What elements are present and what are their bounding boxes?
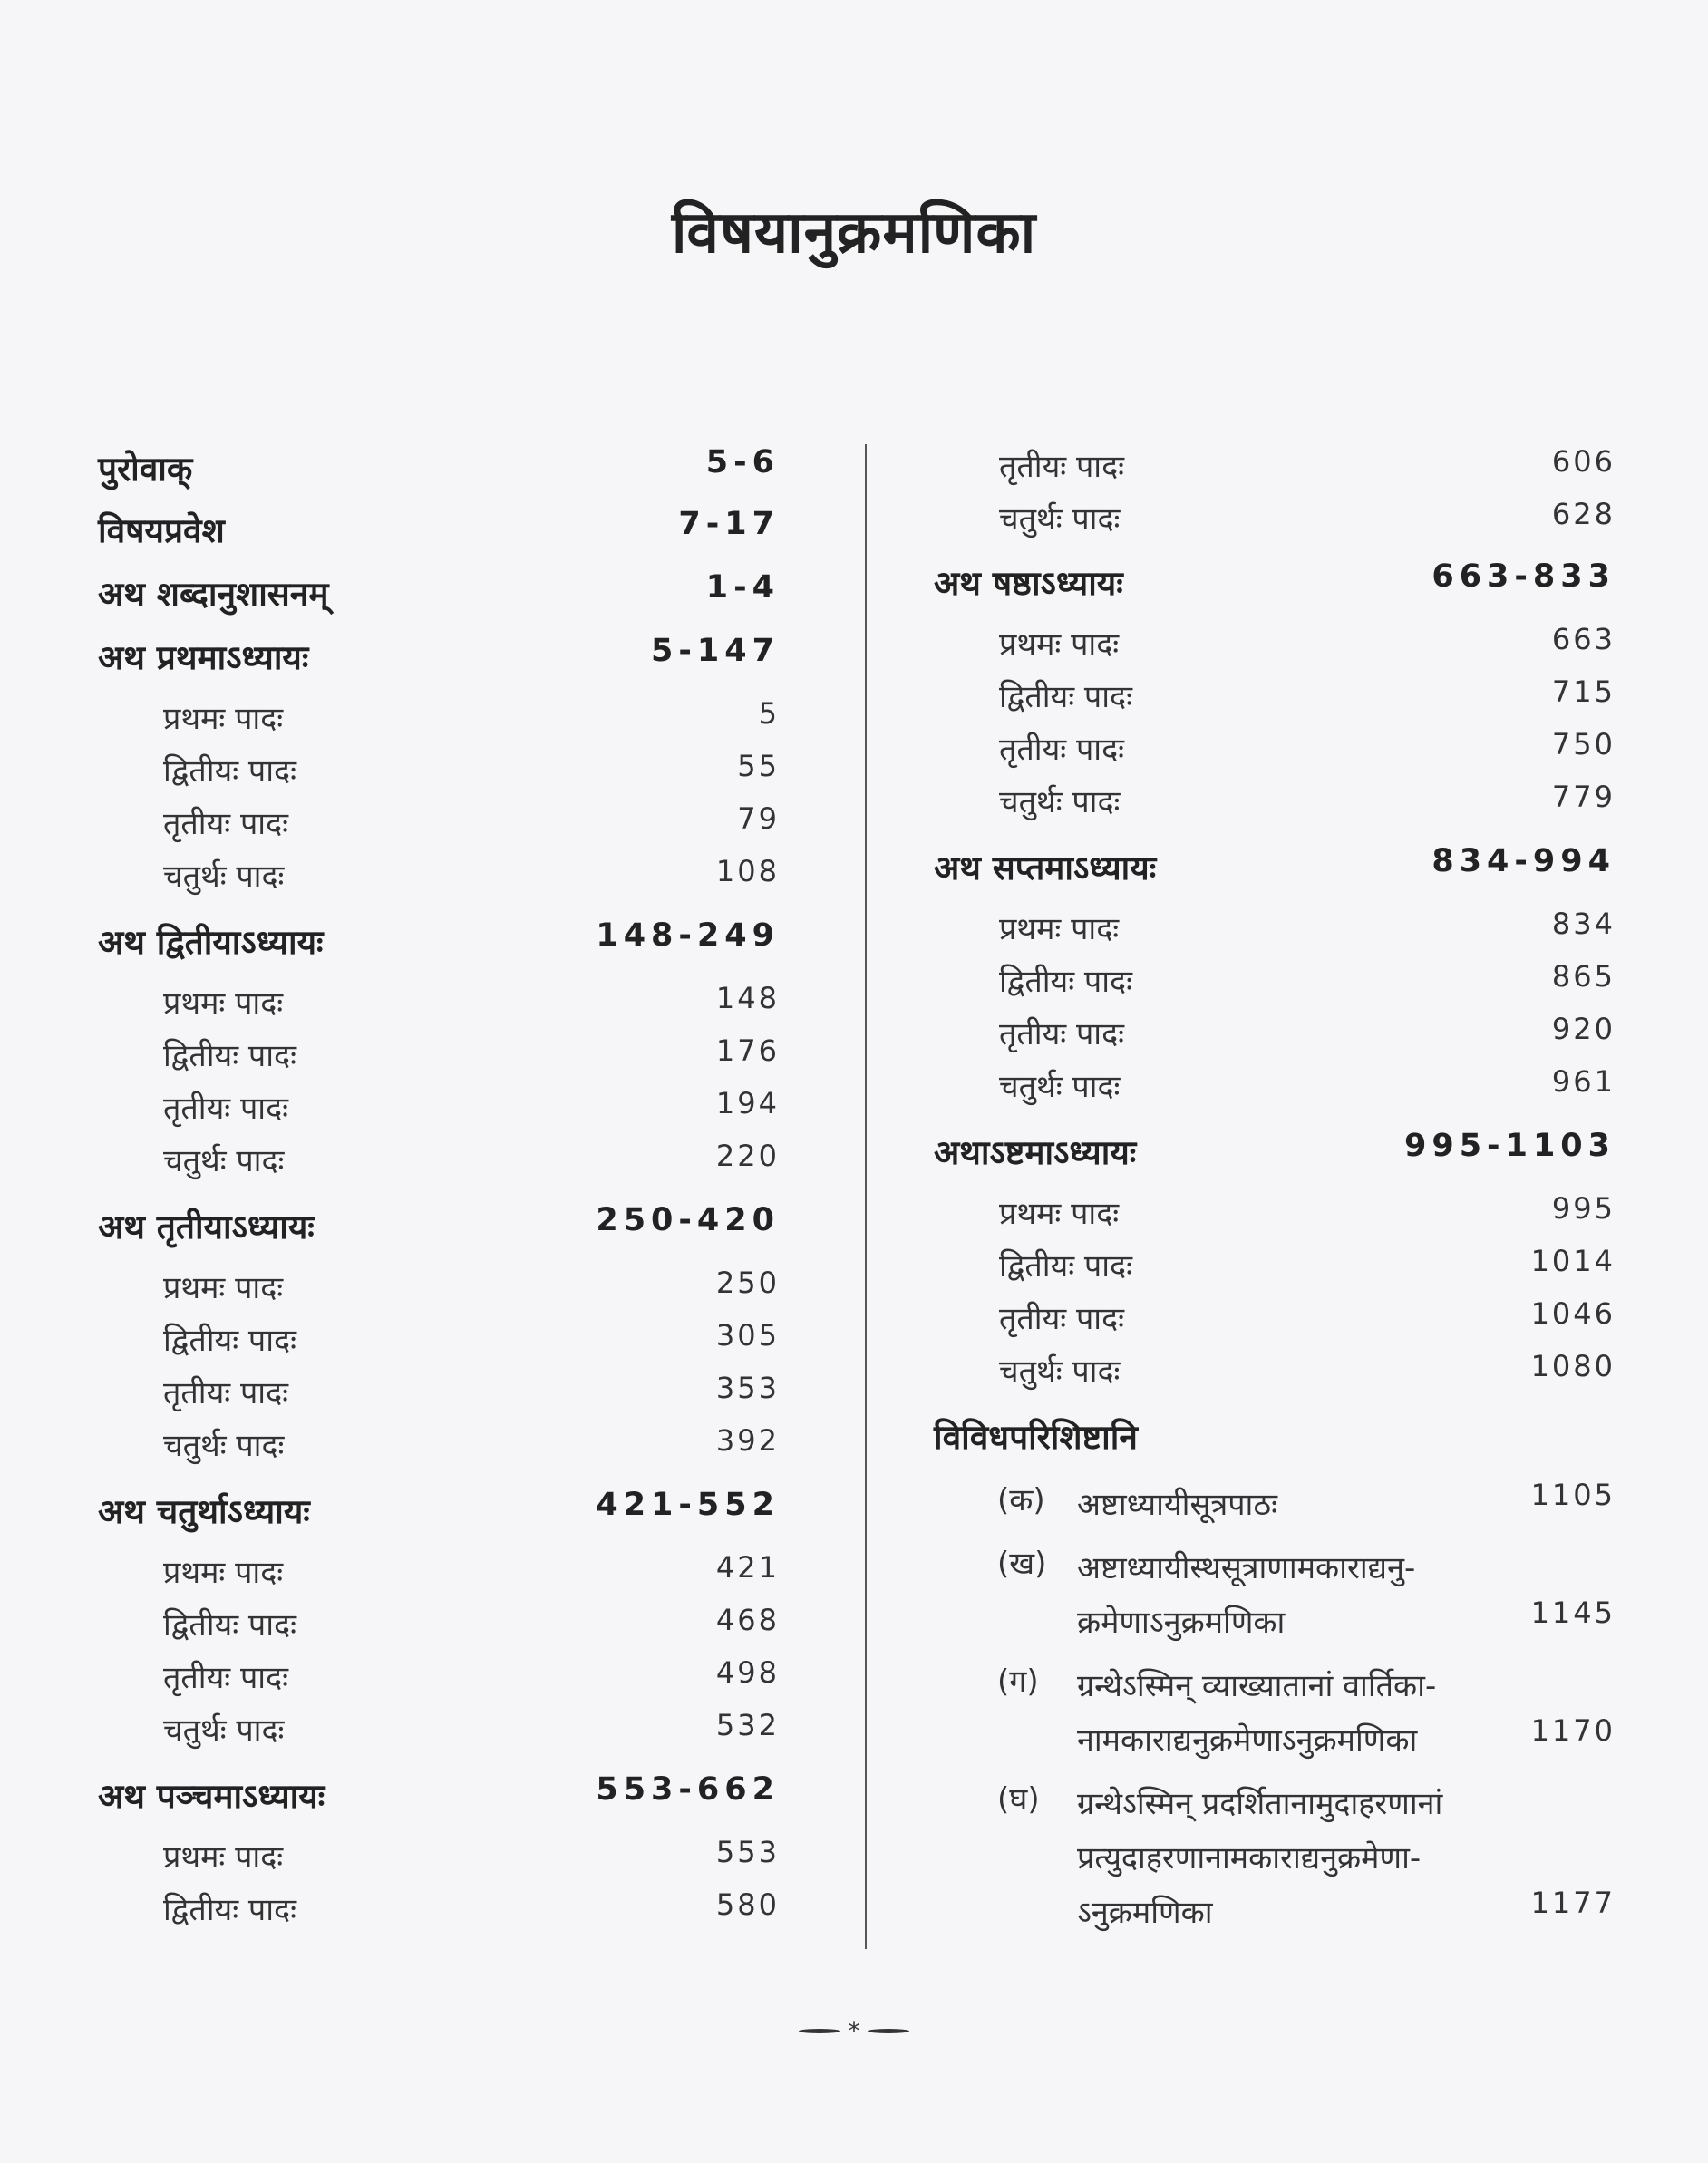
appendix-title-line: ऽनुक्रमणिका	[1077, 1895, 1213, 1931]
appendix-letter: (ख)	[997, 1546, 1047, 1582]
toc-entry-page: 7-17	[678, 506, 780, 542]
appendix-title-line: ग्रन्थेऽस्मिन् प्रदर्शितानामुदाहरणानां	[1077, 1786, 1443, 1822]
toc-entry-label: अथ शब्दानुशासनम्	[98, 575, 329, 614]
toc-entry-page: 220	[715, 1139, 780, 1173]
toc-entry-label: चतुर्थः पादः	[999, 784, 1121, 820]
toc-entry-label: प्रथमः पादः	[163, 1555, 284, 1591]
ornament-left-dash	[799, 2029, 840, 2033]
toc-entry-page: 961	[1551, 1064, 1616, 1099]
toc-entry-page: 750	[1551, 727, 1616, 761]
toc-entry-page: 250-420	[596, 1202, 780, 1238]
toc-entry-label: चतुर्थः पादः	[999, 1353, 1121, 1390]
toc-entry-label: प्रथमः पादः	[163, 1270, 284, 1306]
appendix-title-line: अष्टाध्यायीसूत्रपाठः	[1077, 1487, 1277, 1523]
toc-entry-label: अथ प्रथमाऽध्यायः	[98, 638, 309, 677]
toc-entry-page: 108	[715, 854, 780, 888]
toc-entry-page: 995	[1551, 1191, 1616, 1226]
toc-section-row	[98, 1550, 780, 1597]
appendix-title-line: अष्टाध्यायीस्थसूत्राणामकाराद्यनु-	[1077, 1550, 1416, 1586]
ornament-right-dash	[868, 2029, 909, 2033]
toc-entry-page: 715	[1551, 674, 1616, 709]
toc-entry-page: 353	[715, 1371, 780, 1405]
toc-section-row	[934, 727, 1616, 774]
toc-entry-page: 1080	[1530, 1349, 1616, 1383]
toc-entry-page: 250	[715, 1266, 780, 1300]
toc-entry-label: विषयप्रवेश	[98, 511, 225, 550]
toc-entry-label: चतुर्थः पादः	[163, 1712, 285, 1749]
toc-section-row	[98, 1371, 780, 1418]
toc-entry-page: 834-994	[1431, 843, 1616, 879]
toc-entry-label: प्रथमः पादः	[163, 701, 284, 737]
toc-entry-page: 55	[737, 749, 780, 783]
toc-section-row	[98, 1318, 780, 1365]
toc-section-row	[98, 1603, 780, 1650]
toc-section-row	[934, 622, 1616, 669]
toc-entry-page: 580	[715, 1887, 780, 1922]
toc-entry-page: 1046	[1530, 1296, 1616, 1331]
toc-entry-page: 628	[1551, 497, 1616, 531]
appendix-title	[1077, 1478, 1548, 1532]
toc-entry-page: 5	[758, 696, 780, 731]
toc-entry-page: 305	[715, 1318, 780, 1353]
column-divider	[865, 444, 867, 1949]
toc-entry-label: चतुर्थः पादः	[999, 501, 1121, 538]
toc-section-row	[98, 981, 780, 1028]
toc-section-row	[934, 1191, 1616, 1238]
toc-entry-label: प्रथमः पादः	[999, 911, 1120, 947]
toc-entry-page: 920	[1551, 1012, 1616, 1046]
toc-entry-page: 498	[715, 1655, 780, 1690]
toc-section-row	[98, 1835, 780, 1882]
toc-entry-label: अथ सप्तमाऽध्यायः	[934, 849, 1157, 888]
toc-entry-label: तृतीयः पादः	[999, 1301, 1125, 1337]
appendix-entry	[934, 1777, 1616, 1940]
toc-chapter-row	[98, 1771, 780, 1819]
toc-entry-page: 663-833	[1431, 558, 1616, 595]
toc-chapter-row	[934, 843, 1616, 890]
toc-entry-page: 392	[715, 1423, 780, 1458]
toc-entry-page: 421-552	[596, 1487, 780, 1523]
toc-entry-label: तृतीयः पादः	[163, 1091, 289, 1127]
toc-section-row	[934, 1064, 1616, 1111]
appendix-entry	[934, 1478, 1616, 1532]
toc-chapter-row	[98, 917, 780, 965]
toc-entry-page: 663	[1551, 622, 1616, 656]
toc-section-row	[934, 1349, 1616, 1396]
appendix-title-line: नामकाराद्यनुक्रमेणाऽनुक्रमणिका	[1077, 1722, 1418, 1759]
toc-entry-page: 834	[1551, 907, 1616, 941]
toc-entry-label: तृतीयः पादः	[999, 732, 1125, 768]
toc-entry-label: चतुर्थः पादः	[163, 1428, 285, 1464]
toc-entry-page: 1-4	[705, 569, 780, 606]
toc-section-row	[98, 1708, 780, 1755]
toc-chapter-row	[934, 1128, 1616, 1175]
toc-entry-label: तृतीयः पादः	[999, 449, 1125, 485]
toc-entry-label: तृतीयः पादः	[163, 1375, 289, 1411]
toc-entry-page: 79	[737, 801, 780, 836]
toc-section-row	[98, 696, 780, 743]
toc-entry-page: 995-1103	[1404, 1128, 1616, 1164]
appendix-title-line: क्रमेणाऽनुक्रमणिका	[1077, 1605, 1286, 1641]
toc-section-row	[98, 749, 780, 796]
toc-entry-page: 779	[1551, 780, 1616, 814]
toc-section-row	[934, 959, 1616, 1006]
toc-chapter-row	[98, 1202, 780, 1249]
appendix-page: 1145	[1530, 1596, 1616, 1630]
toc-entry-label: द्वितीयः पादः	[999, 679, 1132, 715]
toc-entry-label: द्वितीयः पादः	[163, 753, 296, 790]
appendix-title	[1077, 1777, 1548, 1940]
toc-section-row	[98, 1655, 780, 1702]
toc-entry-label: चतुर्थः पादः	[163, 1143, 285, 1179]
appendix-entry	[934, 1541, 1616, 1650]
toc-entry-page: 194	[715, 1086, 780, 1120]
page-title: विषयानुक्रमणिका	[671, 199, 1037, 267]
toc-entry-page: 468	[715, 1603, 780, 1637]
toc-chapter-row	[98, 444, 780, 491]
toc-section-row	[934, 780, 1616, 827]
toc-entry-page: 553	[715, 1835, 780, 1869]
appendix-letter: (क)	[997, 1482, 1045, 1518]
toc-entry-label: अथ चतुर्थाऽध्यायः	[98, 1492, 310, 1531]
appendix-page: 1105	[1530, 1478, 1616, 1512]
toc-section-row	[934, 1244, 1616, 1291]
toc-entry-label: चतुर्थः पादः	[163, 858, 285, 895]
toc-entry-page: 5-147	[651, 633, 780, 669]
appendix-letter: (ग)	[997, 1663, 1039, 1700]
toc-section-row	[98, 1086, 780, 1133]
toc-entry-page: 148	[715, 981, 780, 1015]
toc-entry-page: 148-249	[596, 917, 780, 954]
toc-entry-label: अथ द्वितीयाऽध्यायः	[98, 923, 324, 962]
toc-entry-label: अथाऽष्टमाऽध्यायः	[934, 1133, 1137, 1172]
ornament-star: *	[848, 2016, 860, 2046]
toc-section-row	[98, 1423, 780, 1470]
toc-chapter-row	[98, 1487, 780, 1534]
appendix-entry	[934, 1659, 1616, 1768]
toc-entry-label: तृतीयः पादः	[163, 1660, 289, 1696]
toc-entry-page: 553-662	[596, 1771, 780, 1808]
toc-section-row	[934, 1012, 1616, 1059]
toc-section-row	[934, 674, 1616, 722]
toc-entry-page: 5-6	[705, 444, 780, 480]
toc-entry-label: प्रथमः पादः	[999, 1196, 1120, 1232]
toc-entry-label: अथ पञ्चमाऽध्यायः	[98, 1777, 325, 1816]
toc-entry-page: 606	[1551, 444, 1616, 479]
toc-entry-label: प्रथमः पादः	[163, 985, 284, 1022]
toc-entry-label: तृतीयः पादः	[163, 806, 289, 842]
toc-entry-label: द्वितीयः पादः	[163, 1323, 296, 1359]
appendix-page: 1170	[1530, 1713, 1616, 1748]
toc-section-row	[934, 444, 1616, 491]
toc-entry-label: विविधपरिशिष्टानि	[934, 1418, 1138, 1457]
toc-entry-label: पुरोवाक्	[98, 450, 193, 489]
appendix-letter: (घ)	[997, 1781, 1040, 1818]
toc-section-row	[98, 1139, 780, 1186]
toc-entry-label: तृतीयः पादः	[999, 1016, 1125, 1052]
toc-entry-label: द्वितीयः पादः	[163, 1038, 296, 1074]
toc-entry-page: 532	[715, 1708, 780, 1742]
toc-entry-page: 421	[715, 1550, 780, 1585]
toc-entry-label: चतुर्थः पादः	[999, 1069, 1121, 1105]
appendix-title	[1077, 1659, 1548, 1768]
toc-entry-label: अथ तृतीयाऽध्यायः	[98, 1208, 315, 1246]
appendix-title-line: प्रत्युदाहरणानामकाराद्यनुक्रमेणा-	[1077, 1840, 1422, 1877]
page-ornament	[0, 2014, 1708, 2046]
toc-entry-page: 865	[1551, 959, 1616, 994]
toc-section-row	[934, 907, 1616, 954]
toc-section-row	[98, 1887, 780, 1935]
toc-chapter-row	[934, 558, 1616, 606]
toc-entry-label: द्वितीयः पादः	[999, 964, 1132, 1000]
toc-chapter-row	[98, 569, 780, 616]
appendix-page: 1177	[1530, 1886, 1616, 1920]
toc-section-row	[934, 1296, 1616, 1343]
toc-chapter-row	[98, 633, 780, 680]
toc-chapter-row	[934, 1412, 1616, 1460]
toc-section-row	[98, 1266, 780, 1313]
toc-chapter-row	[98, 506, 780, 553]
toc-entry-page: 176	[715, 1033, 780, 1068]
toc-entry-label: द्वितीयः पादः	[163, 1892, 296, 1928]
toc-entry-label: प्रथमः पादः	[999, 626, 1120, 663]
toc-entry-page: 1014	[1530, 1244, 1616, 1278]
appendix-title	[1077, 1541, 1548, 1650]
appendix-title-line: ग्रन्थेऽस्मिन् व्याख्यातानां वार्तिका-	[1077, 1668, 1437, 1704]
toc-entry-label: प्रथमः पादः	[163, 1839, 284, 1876]
toc-entry-label: द्वितीयः पादः	[999, 1248, 1132, 1285]
toc-section-row	[934, 497, 1616, 544]
toc-section-row	[98, 801, 780, 849]
toc-section-row	[98, 1033, 780, 1081]
toc-section-row	[98, 854, 780, 901]
toc-entry-label: अथ षष्ठाऽध्यायः	[934, 564, 1123, 603]
toc-entry-label: द्वितीयः पादः	[163, 1607, 296, 1644]
